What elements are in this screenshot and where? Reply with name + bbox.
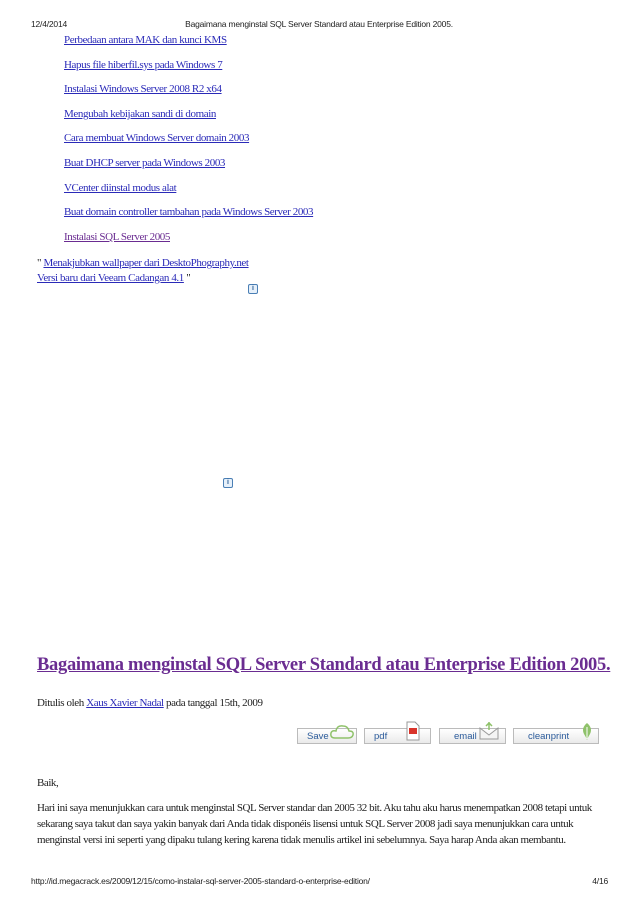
source-url: http://id.megacrack.es/2009/12/15/como-instalar-sql-server-2005-standard-o-enterprise-edition/	[31, 876, 370, 886]
next-post-nav	[37, 272, 190, 284]
related-link[interactable]: Buat domain controller tambahan pada Windows Server 2003	[64, 206, 314, 219]
leaf-icon	[580, 721, 594, 744]
list-item	[64, 59, 313, 84]
prev-post-link[interactable]: Menakjubkan wallpaper dari DesktoPhography.net	[43, 257, 249, 269]
related-link-current[interactable]: Instalasi SQL Server 2005	[64, 230, 170, 243]
prev-post-nav	[37, 257, 249, 269]
related-posts-list	[64, 34, 313, 255]
page-number: 4/16	[592, 876, 608, 886]
intro-paragraph: Hari ini saya menunjukkan cara untuk menginstal SQL Server standar dan 2005 32 bit. Aku tahu aku harus menempatkan 2008 tetapi untuk sekarang saya takut dan saya yakin banyak dari Anda tidak disponéis lisensi untuk SQL Server 2008 jadi saya menunjukkan cara untuk menginstal versi ini seperti yang dipaku tulang kering karena tidak menulis artikel ini sebelumnya. Saya harap Anda akan membantu.	[37, 802, 592, 846]
related-link[interactable]: Cara membuat Windows Server domain 2003	[64, 132, 250, 145]
email-button[interactable]	[439, 728, 506, 744]
pdf-button[interactable]	[364, 728, 431, 744]
author-link[interactable]: Xaus Xavier Nadal	[86, 697, 164, 709]
print-title: Bagaimana menginstal SQL Server Standard atau Enterprise Edition 2005.	[185, 19, 453, 29]
pdf-label: pdf	[374, 731, 388, 742]
list-item	[64, 206, 313, 231]
related-link[interactable]: Perbedaan antara MAK dan kunci KMS	[64, 34, 227, 46]
byline-date: pada tanggal 15th, 2009	[163, 697, 263, 709]
cleanprint-label: cleanprint	[528, 731, 570, 742]
ad-info-icon[interactable]: i	[248, 284, 258, 294]
cloud-icon	[330, 722, 354, 743]
save-button[interactable]	[297, 728, 357, 744]
article-title[interactable]: Bagaimana menginstal SQL Server Standard atau Enterprise Edition 2005.	[37, 655, 611, 675]
list-item	[64, 34, 313, 59]
byline-prefix: Ditulis oleh	[37, 697, 87, 709]
related-link[interactable]: Hapus file hiberfil.sys pada Windows 7	[64, 58, 223, 71]
quote-open: "	[37, 257, 44, 269]
envelope-icon	[479, 722, 499, 743]
print-date: 12/4/2014	[31, 19, 68, 29]
email-label: email	[454, 731, 477, 742]
greeting-text: Baik,	[37, 777, 59, 789]
list-item	[64, 132, 313, 157]
list-item	[64, 108, 313, 133]
list-item	[64, 182, 313, 207]
related-link[interactable]: Instalasi Windows Server 2008 R2 x64	[64, 83, 222, 96]
related-link[interactable]: VCenter diinstal modus alat	[64, 181, 177, 194]
next-post-link[interactable]: Versi baru dari Veeam Cadangan 4.1	[37, 272, 184, 284]
list-item	[64, 83, 313, 108]
byline	[37, 697, 263, 709]
related-link[interactable]: Mengubah kebijakan sandi di domain	[64, 107, 216, 120]
quote-close: "	[183, 272, 191, 284]
list-item	[64, 231, 313, 256]
related-link[interactable]: Buat DHCP server pada Windows 2003	[64, 156, 226, 169]
cleanprint-button[interactable]	[513, 728, 599, 744]
ad-info-icon[interactable]: i	[223, 478, 233, 488]
list-item	[64, 157, 313, 182]
save-label: Save	[307, 731, 329, 742]
pdf-file-icon	[406, 721, 420, 744]
